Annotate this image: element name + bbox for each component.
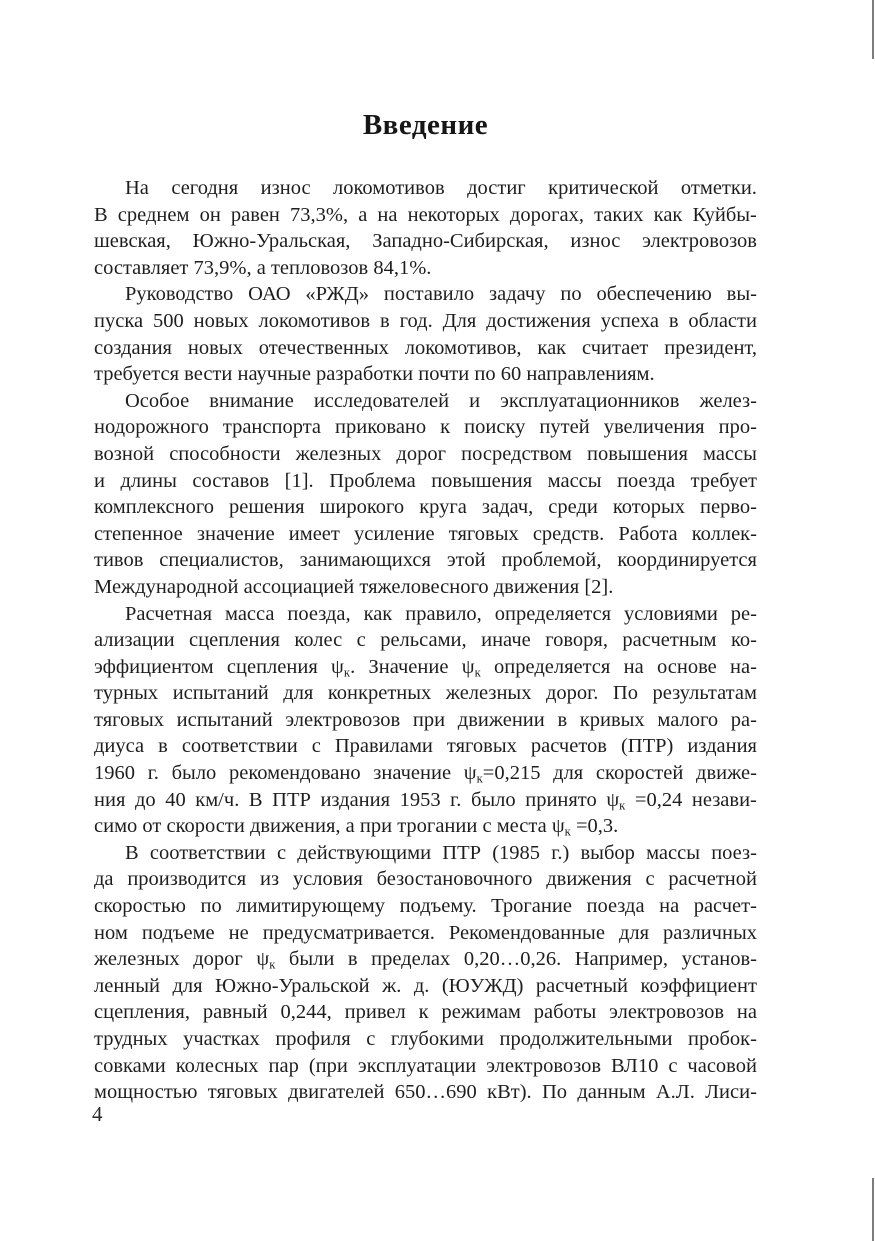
text-line: 1960 г. было рекомендовано значение $\psi_к=0,215$ для скоростей движе- (94, 762, 757, 786)
paragraph (94, 840, 757, 1106)
text-line: Особое внимание исследователей и эксплуатационников желез- (125, 389, 757, 412)
text-line: создания новых отечественных локомотивов, как считает президент, (94, 336, 757, 359)
text-line: составляет 73,9%, а тепловозов 84,1%. (94, 256, 432, 279)
paragraph (94, 175, 757, 281)
text-line: нодорожного транспорта приковано к поиску путей увеличения про- (94, 416, 757, 439)
text-line: мощностью тяговых двигателей 650…690 кВт). По данным А.Л. Лиси- (94, 1081, 757, 1104)
text-line: Руководство ОАО «РЖД» поставило задачу по обеспечению вы- (125, 283, 757, 306)
text-line: возной способности железных дорог посредством повышения массы (94, 442, 757, 465)
text-line: Расчетная масса поезда, как правило, определяется условиями ре- (125, 602, 757, 625)
psi-k-subscript: к (343, 665, 351, 680)
scan-edge-mark-top (872, 0, 874, 59)
paragraph (94, 601, 757, 840)
paragraph (94, 388, 757, 601)
psi-k-subscript: к (476, 771, 483, 786)
text-line: пуска 500 новых локомотивов в год. Для достижения успеха в области (94, 309, 757, 332)
text-line: требуется вести научные разработки почти по 60 направлениям. (94, 363, 655, 386)
psi-k-subscript: к (564, 824, 571, 839)
text-line: ленный для Южно-Уральской ж. д. (ЮУЖД) расчетный коэффициент (94, 974, 757, 997)
text-line: ния до 40 км/ч. В ПТР издания 1953 г. было принято $\psi_к$ =0,24 незави- (94, 788, 757, 813)
text-block (94, 175, 757, 1106)
page-title: Введение (362, 109, 489, 141)
text-line: тяговых испытаний электровозов при движении в кривых малого ра- (94, 708, 757, 731)
text-line: комплексного решения широкого круга задач, среди которых перво- (94, 496, 757, 519)
psi-k-subscript: к (269, 957, 276, 972)
page-number: 4 (92, 1102, 103, 1126)
text-line: Международной ассоциацией тяжеловесного движения [2]. (94, 575, 614, 598)
text-line: В соответствии с действующими ПТР (1985 г.) выбор массы поез- (125, 841, 757, 864)
text-line: На сегодня износ локомотивов достиг критической отметки. (125, 177, 757, 199)
text-line: сцепления, равный 0,244, привел к режимам работы электровозов на (94, 1001, 757, 1024)
psi-k-subscript: к (474, 665, 481, 680)
text-line: железных дорог $\psi_к$ были в пределах 0,20…0,26. Например, установ- (94, 948, 757, 972)
text-line: скоростью по лимитирующему подъему. Трогание поезда на расчет- (94, 895, 757, 918)
text-line: турных испытаний для конкретных железных дорог. По результатам (94, 682, 757, 705)
paragraph (94, 281, 757, 387)
text-line: ализации сцепления колес с рельсами, иначе говоря, расчетным ко- (94, 629, 757, 652)
text-line: шевская, Южно-Уральская, Западно-Сибирская, износ электровозов (94, 230, 757, 253)
text-line: ном подъеме не предусматривается. Рекомендованные для различных (94, 921, 757, 944)
text-line: тивов специалистов, занимающихся этой проблемой, координируется (94, 549, 757, 572)
text-line: эффициентом сцепления $\psi_к$. Значение $\psi_к$ определяется на основе на- (94, 655, 757, 680)
scan-edge-mark-bottom (872, 1178, 874, 1241)
text-line: трудных участках профиля с глубокими продолжительными пробок- (94, 1028, 757, 1050)
psi-k-subscript: к (619, 798, 626, 813)
text-line: симо от скорости движения, а при трогании с места $\psi_к =0,3$. (94, 815, 619, 839)
text-line: В среднем он равен 73,3%, а на некоторых дорогах, таких как Куйбы- (94, 203, 757, 226)
text-line: диуса в соответствии с Правилами тяговых расчетов (ПТР) издания (94, 735, 757, 758)
text-line: совками колесных пар (при эксплуатации электровозов ВЛ10 с часовой (94, 1054, 757, 1077)
text-line: степенное значение имеет усиление тяговых средств. Работа коллек- (94, 522, 757, 545)
text-line: и длины составов [1]. Проблема повышения массы поезда требует (94, 469, 757, 492)
text-line: да производится из условия безостановочного движения с расчетной (94, 868, 757, 891)
